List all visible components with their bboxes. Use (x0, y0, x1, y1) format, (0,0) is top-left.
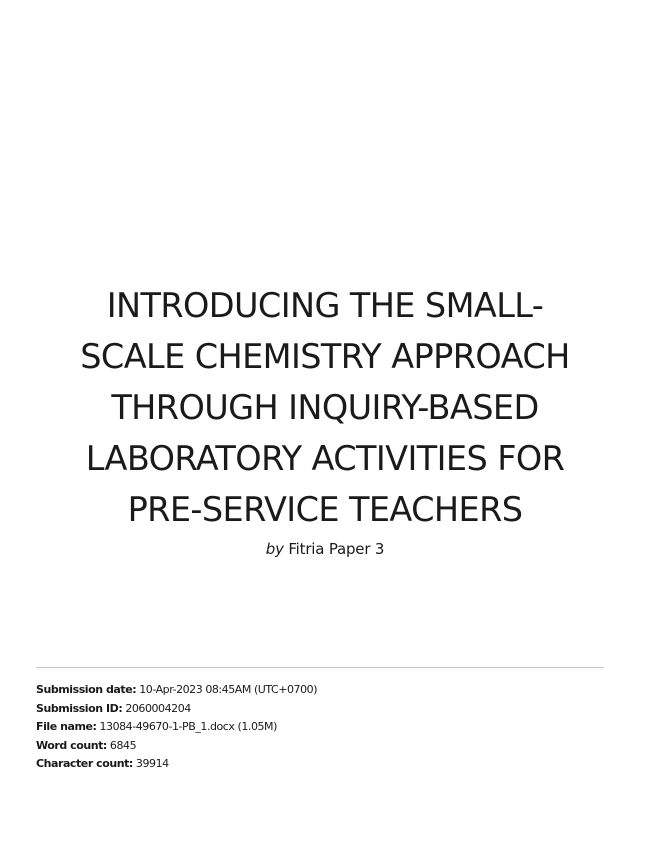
submission-id-value: 2060004204 (125, 701, 191, 715)
submission-info (36, 681, 604, 774)
file-name-label: File name: (36, 720, 97, 733)
character-count-label: Character count: (36, 757, 133, 770)
title-block (30, 280, 620, 559)
byline-prefix: by (265, 540, 284, 558)
character-count-value: 39914 (135, 757, 169, 770)
document-title-line-2: SCALE CHEMISTRY APPROACH (80, 337, 570, 376)
character-count-row (36, 755, 604, 774)
document-title-line-4: LABORATORY ACTIVITIES FOR (85, 439, 565, 478)
document-title-line-3: THROUGH INQUIRY-BASED (111, 388, 539, 427)
byline (30, 539, 620, 559)
submission-id-label: Submission ID: (36, 701, 123, 715)
word-count-value: 6845 (109, 738, 137, 752)
author-name: Fitria Paper 3 (288, 540, 385, 558)
divider (36, 667, 604, 668)
file-name-row (36, 718, 604, 737)
submission-date-label: Submission date: (36, 683, 137, 696)
document-title-line-5: PRE-SERVICE TEACHERS (127, 490, 523, 529)
submission-date-value: 10-Apr-2023 08:45AM (UTC+0700) (139, 683, 318, 696)
file-name-value: 13084-49670-1-PB_1.docx (1.05M) (99, 720, 277, 733)
submission-date-row (36, 681, 604, 700)
word-count-row (36, 737, 604, 756)
word-count-label: Word count: (36, 738, 107, 752)
submission-id-row (36, 700, 604, 719)
document-title-line-1: INTRODUCING THE SMALL- (106, 286, 544, 325)
